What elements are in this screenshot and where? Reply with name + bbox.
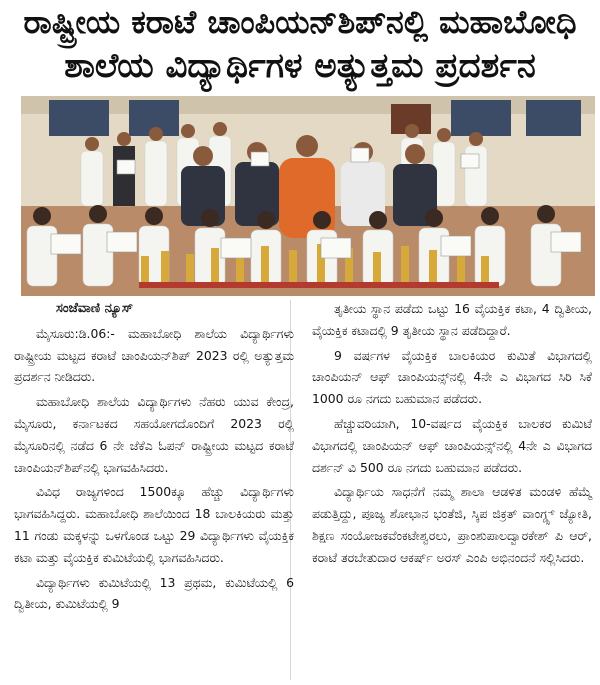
paragraph: 9 ವರ್ಷಗಳ ವೈಯಕ್ತಿಕ ಬಾಲಕಿಯರ ಕುಮಿತೆ ವಿಭಾಗದಲ್ಲಿ ಚಾಂಪಿಯನ್ ಆಫ್ ಚಾಂಪಿಯನ್ಸ್‌ನಲ್ಲಿ 4ನೇ ಎ ವಿಭಾಗದ ಸಿರಿ ಸಿಕೆ 1000 ರೂ ನಗದು ಬಹುಮಾನ ಪಡೆದರು.: [312, 347, 592, 407]
headline-line-2: ಶಾಲೆಯ ವಿದ್ಯಾರ್ಥಿಗಳ ಅತ್ಯುತ್ತಮ ಪ್ರದರ್ಶನ: [64, 46, 536, 86]
group-photo-illustration: [21, 96, 595, 296]
paragraph: ಮೈಸೂರು:ಡಿ.06:- ಮಹಾಬೋಧಿ ಶಾಲೆಯ ವಿದ್ಯಾರ್ಥಿಗಳು ರಾಷ್ಟ್ರೀಯ ಮಟ್ಟದ ಕರಾಟೆ ಚಾಂಪಿಯನ್‌ಶಿಪ್ 2023 ರಲ್ಲಿ ಅತ್ಯುತ್ತಮ ಪ್ರದರ್ಶನ ನೀಡಿದರು.: [14, 325, 294, 385]
article-column-right: [312, 298, 592, 572]
paragraph: ವಿದ್ಯಾರ್ಥಿಗಳು ಕುಮಿಟೆಯಲ್ಲಿ 13 ಪ್ರಥಮ, ಕುಮಿಟೆಯಲ್ಲಿ 6 ದ್ವಿತೀಯ, ಕುಮಿಟೆಯಲ್ಲಿ 9: [14, 574, 294, 612]
article-column-left: [14, 298, 294, 618]
byline: ಸಂಜೆವಾಣಿ ನ್ಯೂಸ್: [56, 301, 134, 316]
paragraph: ಹೆಚ್ಚುವರಿಯಾಗಿ, 10-ವರ್ಷದ ವೈಯಕ್ತಿಕ ಬಾಲಕರ ಕುಮಿಟೆ ವಿಭಾಗದಲ್ಲಿ ಚಾಂಪಿಯನ್ ಆಫ್ ಚಾಂಪಿಯನ್ಸ್‌ನಲ್ಲಿ 4ನೇ ಎ ವಿಭಾಗದ ದರ್ಶನ್ ವಿ 500 ರೂ ನಗದು ಬಹುಮಾನ ಪಡೆದರು.: [312, 415, 592, 475]
headline: [0, 0, 600, 92]
headline-line-1: ರಾಷ್ಟ್ರೀಯ ಕರಾಟೆ ಚಾಂಪಿಯನ್‌ಶಿಪ್‌ನಲ್ಲಿ ಮಹಾಬೋಧಿ: [23, 3, 577, 41]
group-photo: [21, 96, 595, 296]
paragraph: ತೃತೀಯ ಸ್ಥಾನ ಪಡೆದು ಒಟ್ಟು 16 ವೈಯಕ್ತಿಕ ಕಟಾ, 4 ದ್ವಿತೀಯ, ವೈಯಕ್ತಿಕ ಕಟಾದಲ್ಲಿ 9 ತೃತೀಯ ಸ್ಥಾನ ಪಡೆದಿದ್ದಾರೆ.: [312, 301, 592, 338]
article-body: [14, 298, 592, 682]
paragraph: ವಿದ್ಯಾರ್ಥಿಯ ಸಾಧನೆಗೆ ನಮ್ಮ ಶಾಲಾ ಆಡಳಿತ ಮಂಡಳಿ ಹೆಮ್ಮೆ ಪಡುತ್ತಿದ್ದು, ಪೂಜ್ಯ ಶೋಭಾನ ಭಂತೆಜಿ, ಸ್ಕಿಪ ಜಿಕ್ರತ್ ವಾಂಗ್ಡ್ಸ್ ಜ್ಯೋತಿ, ಶಿಕ್ಷಣ ಸಂಯೋಜಕವೆಂಕಟೇಶ್ವರಲು, ಪ್ರಾಂಶುಪಾಲದ್ವಾರಕೇಶ್ ಪಿ ಆರ್, ಕರಾಟೆ ತರಬೇತುದಾರ ಆಕರ್ಷ್ ಅರಸ್ ಎಂಪಿ ಅಭಿನಂದನೆ ಸಲ್ಲಿಸಿದರು.: [312, 484, 592, 565]
paragraph: ಮಹಾಬೋಧಿ ಶಾಲೆಯ ವಿದ್ಯಾರ್ಥಿಗಳು ನೆಹರು ಯುವ ಕೇಂದ್ರ, ಮೈಸೂರು, ಕರ್ನಾಟಕದ ಸಹಯೋಗದೊಂದಿಗೆ 2023 ರಲ್ಲಿ ಮೈಸೂರಿನಲ್ಲಿ ನಡೆದ 6 ನೇ ಜೆಕೆಎ ಓಪನ್ ರಾಷ್ಟ್ರೀಯ ಮಟ್ಟದ ಕರಾಟೆ ಚಾಂಪಿಯನ್‌ಶಿಪ್‌ನಲ್ಲಿ ಭಾಗವಹಿಸಿದರು.: [14, 394, 294, 475]
paragraph: ವಿವಿಧ ರಾಜ್ಯಗಳಿಂದ 1500ಕ್ಕೂ ಹೆಚ್ಚು ವಿದ್ಯಾರ್ಥಿಗಳು ಭಾಗವಹಿಸಿದ್ದರು. ಮಹಾಬೋಧಿ ಶಾಲೆಯಿಂದ 18 ಬಾಲಕಿಯರು ಮತ್ತು 11 ಗಂಡು ಮಕ್ಕಳನ್ನು ಒಳಗೊಂಡ ಒಟ್ಟು 29 ವಿದ್ಯಾರ್ಥಿಗಳು ವೈಯಕ್ತಿಕ ಕಟಾ ಮತ್ತು ವೈಯಕ್ತಿಕ ಕುಮಿಟೆಯಲ್ಲಿ ಭಾಗವಹಿಸಿದರು.: [14, 484, 294, 565]
